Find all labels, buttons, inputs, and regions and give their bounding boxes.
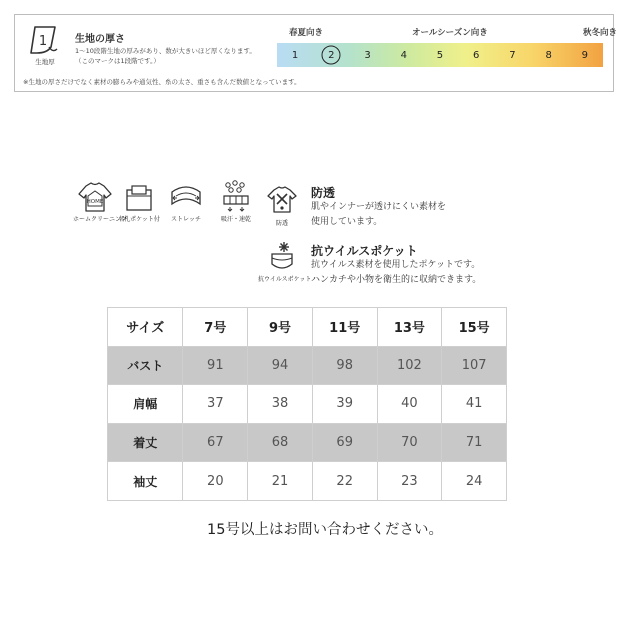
- thickness-scale-bar: [277, 43, 603, 67]
- fabric-thickness-title: 生地の厚さ: [75, 34, 125, 45]
- size-table-cell: 68: [248, 423, 313, 462]
- size-table-cell: 39: [312, 385, 377, 424]
- size-table-header-13: 13号: [377, 308, 442, 347]
- season-label-autumn-winter: 秋冬向き: [582, 28, 617, 38]
- size-inquiry-note: 15号以上はお問い合わせください。: [207, 522, 443, 538]
- name-pocket-icon: [123, 184, 155, 212]
- size-table-cell: 67: [183, 423, 248, 462]
- size-table-header-15: 15号: [442, 308, 507, 347]
- home-cleaning-label: ホームクリーニング: [73, 216, 127, 223]
- size-table-row-label: 肩幅: [108, 385, 183, 424]
- thickness-scale-1: 1: [291, 49, 299, 61]
- see-through-description: [311, 200, 446, 230]
- fabric-thickness-desc-line1: 1〜10段階生地の厚みがあり、数が大きいほど厚くなります。: [75, 47, 256, 55]
- size-table-cell: 24: [442, 462, 507, 501]
- see-through-icon: [266, 184, 298, 216]
- size-table-header-row: [108, 308, 507, 347]
- size-table-cell: 98: [312, 346, 377, 385]
- size-table-header-11: 11号: [312, 308, 377, 347]
- see-through-desc-line1: 肌やインナーが透けにくい素材を: [311, 202, 447, 212]
- thickness-scale-5: 5: [436, 49, 444, 61]
- size-table-cell: 102: [377, 346, 442, 385]
- fabric-thickness-icon-label: 生地厚: [35, 58, 55, 66]
- antiviral-pocket-icon: [266, 240, 298, 272]
- size-table-cell: 71: [442, 423, 507, 462]
- size-table-cell: 69: [312, 423, 377, 462]
- sweat-dry-icon: [218, 180, 254, 212]
- see-through-label: 防透: [275, 220, 288, 227]
- size-table-cell: 23: [377, 462, 442, 501]
- size-table-row-length: [108, 423, 507, 462]
- size-table-cell: 91: [183, 346, 248, 385]
- size-table-cell: 40: [377, 385, 442, 424]
- name-pocket-label: 名札ポケット付: [118, 216, 160, 223]
- size-table: [107, 307, 507, 501]
- antiviral-desc-line1: 抗ウイルス素材を使用したポケットです。: [311, 260, 481, 270]
- antiviral-desc-line2: ハンカチや小物を衛生的に収納できます。: [311, 275, 482, 285]
- thickness-scale-8: 8: [545, 49, 552, 61]
- size-table-cell: 94: [248, 346, 313, 385]
- fabric-thickness-description: [75, 46, 256, 66]
- season-label-spring-summer: 春夏向き: [289, 28, 324, 38]
- fabric-thickness-icon-number: 1: [38, 34, 48, 49]
- see-through-title: 防透: [311, 186, 336, 200]
- size-table-cell: 22: [312, 462, 377, 501]
- thickness-scale-2-selected: 2: [313, 43, 349, 67]
- size-table-cell: 37: [183, 385, 248, 424]
- thickness-scale-4: 4: [400, 49, 407, 61]
- size-table-cell: 21: [248, 462, 313, 501]
- thickness-scale-7: 7: [509, 49, 516, 61]
- size-table-row-bust: [108, 346, 507, 385]
- size-table-header-size: サイズ: [108, 308, 183, 347]
- home-cleaning-icon-text: HOME: [86, 199, 104, 205]
- size-table-row-shoulder: [108, 385, 507, 424]
- home-cleaning-icon: [77, 180, 113, 214]
- thickness-scale-9: 9: [581, 49, 589, 61]
- size-table-header-7: 7号: [183, 308, 248, 347]
- size-table-cell: 20: [183, 462, 248, 501]
- size-table-cell: 70: [377, 423, 442, 462]
- antiviral-pocket-title: 抗ウイルスポケット: [311, 244, 418, 258]
- stretch-icon: [168, 184, 204, 212]
- fabric-thickness-desc-line2: （このマークは1段階です。）: [75, 57, 160, 65]
- size-table-header-9: 9号: [248, 308, 313, 347]
- season-label-all: オールシーズン向き: [412, 28, 488, 38]
- size-table-row-label: 袖丈: [108, 462, 183, 501]
- size-table-row-label: バスト: [108, 346, 183, 385]
- antiviral-pocket-label: 抗ウイルスポケット: [258, 276, 312, 283]
- see-through-desc-line2: 使用しています。: [311, 217, 383, 227]
- size-table-cell: 38: [248, 385, 313, 424]
- sweat-dry-label: 吸汗・速乾: [220, 216, 251, 223]
- size-table-cell: 107: [442, 346, 507, 385]
- season-labels: [287, 26, 617, 38]
- stretch-label: ストレッチ: [171, 216, 201, 223]
- size-table-row-sleeve: [108, 462, 507, 501]
- size-table-cell: 41: [442, 385, 507, 424]
- size-table-row-label: 着丈: [108, 423, 183, 462]
- fabric-thickness-note: ※生地の厚さだけでなく素材の膨らみや通気性、糸の太さ、重さも含んだ数値となっています。: [23, 78, 301, 86]
- antiviral-pocket-description: [311, 258, 481, 288]
- thickness-scale-3: 3: [364, 49, 371, 61]
- thickness-scale-6: 6: [473, 49, 480, 61]
- fabric-thickness-panel: [14, 14, 617, 92]
